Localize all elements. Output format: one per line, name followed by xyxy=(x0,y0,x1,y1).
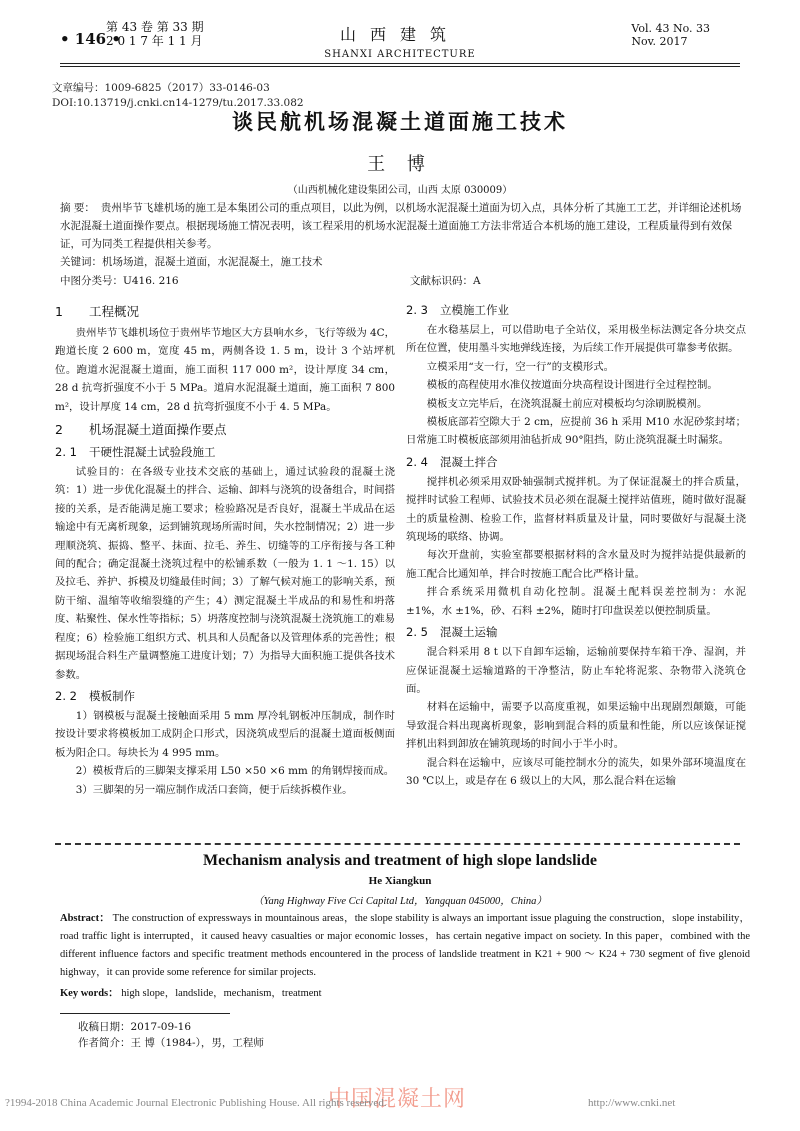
paragraph: 模板支立完毕后，在浇筑混凝土前应对模板均匀涂刷脱模剂。 xyxy=(426,397,708,410)
left-column xyxy=(55,298,395,799)
subsection-heading: 2. 4 混凝土拌合 xyxy=(406,454,498,469)
date-en: Nov. 2017 xyxy=(631,35,688,48)
abstract-text: 贵州毕节飞雄机场的施工是本集团公司的重点项目，以此为例，以机场水泥混凝土道面为切入点，具体分析了其施工工艺，并详细论述机场水泥混凝土道面操作要点。根据现场施工情况表明，该工程采用的机场水泥混凝土道面施工方法非常适合本机场的施工建设，工程质量得到有效保证，可为同类工程提供相关参考。 xyxy=(60,202,742,250)
page-number: • 146 • xyxy=(60,30,121,48)
doi: DOI:10.13719/j.cnki.cn14-1279/tu.2017.33.082 xyxy=(52,97,304,109)
volume-cn: 第 43 卷 第 33 期 xyxy=(106,20,204,34)
paragraph: 3）三脚架的另一端应制作成活口套筒，便于后续拆模作业。 xyxy=(75,783,353,796)
english-affiliation: （Yang Highway Five Cci Capital Ltd，Yangquan 045000，China） xyxy=(253,896,547,907)
abstract-label: 摘 要： xyxy=(60,202,95,214)
section-divider xyxy=(55,843,740,845)
subsection-heading: 2. 1 干硬性混凝土试验段施工 xyxy=(55,445,216,460)
subsection-heading: 2. 5 混凝土运输 xyxy=(406,625,498,640)
english-keywords-text: high slope，landslide，mechanism，treatment xyxy=(121,988,322,999)
header-rule xyxy=(60,66,740,67)
document-code: 文献标识码：A xyxy=(410,275,481,287)
english-abstract-label: Abstract： xyxy=(60,913,111,924)
header-rule xyxy=(60,63,740,64)
journal-name-en: SHANXI ARCHITECTURE xyxy=(324,49,476,60)
keywords: 关键词：机场场道，混凝土道面，水泥混凝土，施工技术 xyxy=(60,256,323,268)
paragraph: 搅拌机必须采用双卧轴强制式搅拌机。为了保证混凝土的拌合质量，搅拌时试验工程师、试验技术员必须在混凝土搅拌站值班，随时做好混凝土的质量检测、检验工作，监督材料质量及计量，同时要做好与混凝土浇筑现场的联络、协调。 xyxy=(406,475,746,544)
paragraph: 混合料采用 8 t 以下自卸车运输，运输前要保持车箱干净、湿润，并应保证混凝土运输道路的干净整洁，防止车轮将泥浆、杂物带入浇筑仓面。 xyxy=(406,646,746,695)
date-cn: 2 0 1 7 年 1 1 月 xyxy=(106,34,203,48)
paragraph: 拌合系统采用微机自动化控制。混凝土配料误差控制为：水泥 ±1%，水 ±1%，砂、石料 ±2%，随时打印盘误差以便控制质量。 xyxy=(406,586,746,617)
english-abstract-text: The construction of expressways in mountainous areas，the slope stability is always an important issue plaguing the construction，slope instability，road traffic light is interrupted，it caused heavy casualties or major economic losses，has certain negative impact on society. In this paper，combined with the different influence factors and specific treatment methods encountered in the process of landslide treatment in K21 + 900 ～ K24 + 730 segment of five glenoid highway，it can provide some reference for similar projects. xyxy=(60,913,750,978)
paragraph: 贵州毕节飞雄机场位于贵州毕节地区大方县响水乡，飞行等级为 4C，跑道长度 2 600 m，宽度 45 m，两侧各设 1. 5 m，设计 3 个站坪机位。跑道水泥混凝土道面，施工面积 117 000 m²，设计厚度 34 cm，28 d 抗弯折强度不小于 5 MPa。道肩水泥混凝土道面，施工面积 7 800 m²，设计厚度 14 cm，28 d 抗弯折强度不小于 4. 5 MPa。 xyxy=(55,327,395,413)
right-column xyxy=(406,298,746,790)
journal-name-cn: 山西建筑 xyxy=(339,25,460,44)
paragraph: 1）钢模板与混凝土接触面采用 5 mm 厚冷轧钢板冲压制成，制作时按设计要求将模板加工成阴企口形式，因浇筑成型后的混凝土道面板侧面板为阳企口。每块长为 4 995 mm。 xyxy=(55,709,395,759)
affiliation: （山西机械化建设集团公司，山西 太原 030009） xyxy=(287,185,513,196)
english-keywords xyxy=(60,985,322,1000)
paragraph: 在水稳基层上，可以借助电子全站仪，采用极坐标法测定各分块交点所在位置，使用墨斗实地弹线连接，为后续工作开展提供可靠参考依据。 xyxy=(406,324,746,355)
subsection-heading: 2. 3 立模施工作业 xyxy=(406,303,509,317)
english-abstract xyxy=(60,910,750,982)
english-author: He Xiangkun xyxy=(368,875,432,887)
abstract xyxy=(60,199,750,253)
paragraph: 模板的高程使用水准仪按道面分块高程设计图进行全过程控制。 xyxy=(426,379,718,392)
english-title: Mechanism analysis and treatment of high slope landslide xyxy=(203,852,597,869)
article-number: 文章编号：1009-6825（2017）33-0146-03 xyxy=(52,82,270,94)
volume-en: Vol. 43 No. 33 xyxy=(631,22,710,35)
paragraph: 材料在运输中，需要予以高度重视，如果运输中出现剧烈颠簸，可能导致混合料出现离析现象，影响到混合料的质量和性能，所以应该保证搅拌机出料到卸放在铺筑现场的时间小于半小时。 xyxy=(406,701,746,751)
paragraph: 立模采用“支一行，空一行”的支模形式。 xyxy=(426,360,615,373)
section-heading: 1 工程概况 xyxy=(55,304,140,319)
copyright: ?1994-2018 China Academic Journal Electronic Publishing House. All rights reserved. xyxy=(5,1097,387,1109)
paper-title: 谈民航机场混凝土道面施工技术 xyxy=(232,110,568,134)
watermark: 中国混凝土网 xyxy=(328,1087,467,1112)
paragraph: 试验目的：在各级专业技术交底的基础上，通过试验段的混凝土浇筑：1）进一步优化混凝土的拌合、运输、卸料与浇筑的设备组合，时间搭接的关系，是否能满足施工要求；检验路况是否良好，混凝土半成品在运输途中有无离析现象，运到铺筑现场所需时间，失水控制情况；2）进一步理顺浇筑、振捣、整平、抹面、拉毛、养生、切缝等的工序衔接与各工种间的配合；确定混凝土浇筑过程中的松铺系数（一般为 1. 1 ～1. 15）以及拉毛、养护、拆模及切缝最佳时间；3）了解气候对施工的影响关系，预防干缩、温缩等收缩裂缝的产生；4）测定混凝土半成品的和易性和坍落度、粘聚性、保水性等指标；5）坍落度控制与浇筑混凝土浇筑施工的难易程度；6）检验施工组织方式、机具和人员配备以及管理体系的完善性；根据现场混合料生产量调整施工进度计划；7）为指导大面积施工提供各技术参数。 xyxy=(55,466,395,681)
paragraph: 每次开盘前，实验室都要根据材料的含水量及时为搅拌站提供最新的施工配合比通知单，拌合时按施工配合比严格计量。 xyxy=(406,549,746,580)
author-bio: 作者简介：王 博（1984-），男，工程师 xyxy=(78,1037,264,1049)
paragraph: 模板底部若空隙大于 2 cm，应提前 36 h 采用 M10 水泥砂浆封堵；日常施工时模板底部须用油毡折成 90°阻挡，防止浇筑混凝土时漏浆。 xyxy=(406,416,746,447)
english-keywords-label: Key words： xyxy=(60,988,119,999)
paragraph: 2）模板背后的三脚架支撑采用 L50 ×50 ×6 mm 的角钢焊接而成。 xyxy=(75,765,395,778)
author: 王 博 xyxy=(367,154,433,175)
paragraph: 混合料在运输中，应该尽可能控制水分的流失，如果外部环境温度在 30 ℃以上，或是存在 6 级以上的大风，那么混合料在运输 xyxy=(406,756,746,787)
footnote-rule xyxy=(60,1013,230,1014)
subsection-heading: 2. 2 模板制作 xyxy=(55,688,135,703)
clc-number: 中图分类号：U416. 216 xyxy=(60,275,179,287)
issue-info-en xyxy=(631,22,710,48)
site-link[interactable]: http://www.cnki.net xyxy=(588,1097,676,1109)
section-heading: 2 机场混凝土道面操作要点 xyxy=(55,422,227,438)
received-date: 收稿日期：2017-09-16 xyxy=(78,1021,192,1033)
